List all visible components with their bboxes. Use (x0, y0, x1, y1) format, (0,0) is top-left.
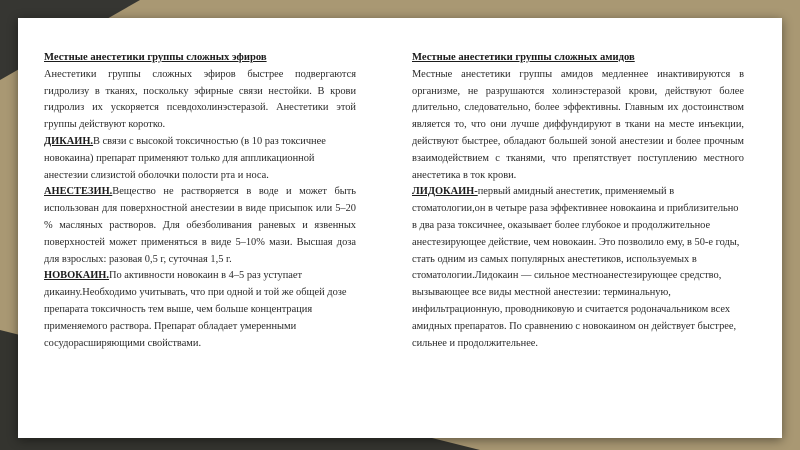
dikain-text: В связи с высокой токсичностью (в 10 раз токсичнее новокаина) препарат применяют только для аппликационной анестезии слизистой оболочки полости рта и носа. (44, 135, 326, 181)
dikain-paragraph (44, 134, 356, 184)
right-intro: Местные анестетики группы амидов медленнее инактивируются в организме, не разрушаются холинэстеразой крови, действуют более длительно, следовательно, более эффективны. Главным их достоинством является то, что они лучше диффундируют в ткани на месте инъекции, действуют быстрее, обладают большей зоной анестезии и более прочным взаимодействием с тканями, что препятствует поступлению местного анестетика в ток крови. (412, 68, 744, 181)
novokain-text: По активности новокаин в 4–5 раз уступает дикаину.Необходимо учитывать, что при одной и той же общей дозе препарата токсичность тем выше, чем больше концентрация применяемого раствора. Препарат обладает умеренными сосудорасширяющими свойствами. (44, 270, 347, 349)
left-column (44, 50, 356, 352)
left-heading: Местные анестетики группы сложных эфиров (44, 52, 267, 63)
novokain-term: НОВОКАИН. (44, 270, 109, 282)
lidokain-term: ЛИДОКАИН- (412, 186, 478, 198)
dikain-term: ДИКАИН. (44, 135, 94, 147)
novokain-paragraph (44, 268, 356, 352)
right-column (412, 50, 744, 352)
slide (18, 18, 782, 438)
anestezin-term: АНЕСТЕЗИН. (44, 186, 113, 198)
lidokain-paragraph (412, 184, 744, 352)
left-intro: Анестетики группы сложных эфиров быстрее подвергаются гидролизу в тканях, поскольку эфирные связи нестойки. В крови гидролиз их ускоряется псевдохолинэстеразой. Анестетики этой группы действуют коротко. (44, 68, 356, 131)
right-heading: Местные анестетики группы сложных амидов (412, 52, 635, 63)
anestezin-text: Вещество не растворяется в воде и может быть использован для поверхностной анестезии в виде присыпок или 5–20 % масляных растворов. Для обезболивания раневых и язвенных поверхностей может применяться в виде 5–10% мази. Высшая доза для взрослых: разовая 0,5 г, суточная 1,5 г. (44, 186, 356, 265)
anestezin-paragraph (44, 184, 356, 268)
lidokain-text: первый амидный анестетик, применяемый в стоматологии,он в четыре раза эффективнее новокаина и приблизительно в два раза токсичнее, оказывает более глубокое и продолжительное анестезирующее действие, чем новокаин. Это позволило ему, в 50-е годы, стать одним из самых популярных анестетиков, используемых в стоматологии.Лидокаин — сильное местноанестезирующее средство, вызывающее все виды местной анестезии: терминальную, инфильтрационную, проводниковую и считается родоначальником всех амидных препаратов. По сравнению с новокаином он действует быстрее, сильнее и продолжительнее. (412, 186, 740, 349)
